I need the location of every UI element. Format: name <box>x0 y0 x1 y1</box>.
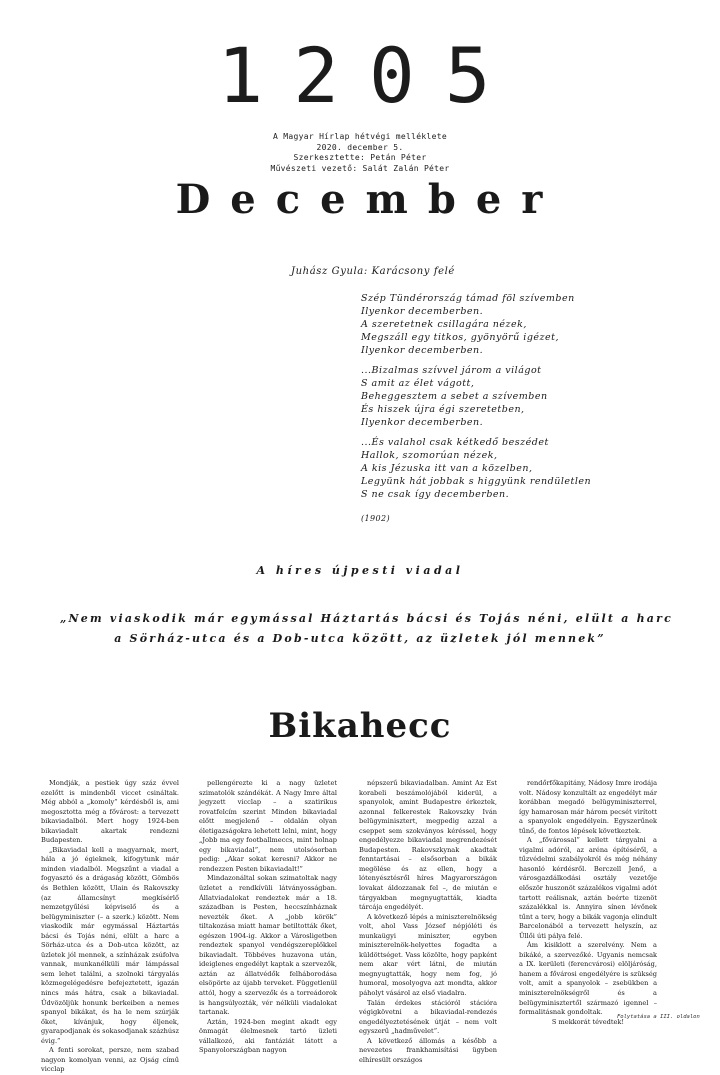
poem-line: Ilyenkor decemberben. <box>361 345 484 356</box>
poem-line: S amit az élet vágott, <box>361 378 475 389</box>
article-paragraph: A fenti sorokat, persze, nem szabad nagyon komolyan venni, az Ojság című vicclap <box>41 1046 179 1074</box>
poem-line: Beheggesztem a sebet a szívemben <box>361 391 548 402</box>
pull-quote <box>60 609 673 649</box>
colophon-line: Művészeti vezető: Salát Zalán Péter <box>270 163 450 173</box>
colophon-line: A Magyar Hírlap hétvégi melléklete <box>273 132 447 141</box>
poem-line: Hallok, szomorúan nézek, <box>361 450 498 461</box>
poem-line: Szép Tündérország támad föl szívemben <box>361 293 575 304</box>
article-paragraph: Talán érdekes stációról stációra végigkövetni a bikaviadal-rendezés engedélyeztetésének útját – nem volt egyszerű „hadművelet”. <box>359 998 497 1036</box>
poem-line: És hiszek újra égi szeretetben, <box>361 404 525 415</box>
poem-line: Legyünk hát jobbak s higgyünk rendületlen <box>361 476 592 487</box>
month-title: December <box>175 176 563 223</box>
article-column-2 <box>199 779 337 1055</box>
article-paragraph: A következő lépés a miniszterelnökség volt, ahol Vass József népjóléti és munkaügyi miniszter, egyben miniszterelnök-helyettes fogadta a küldöttséget. Vass közölte, hogy papként nem akar vért látni, de miután megnyugtatták, hogy nem fog, jó humoral, mosolyogva azt mondta, akkor páholyt vásárol az első viadalra. <box>359 912 497 998</box>
article-column-1 <box>41 779 179 1074</box>
article-paragraph: népszerű bikaviadalban. Amint Az Est korabeli beszámolójából kiderül, a spanyolok, amint Budapestre érkeztek, azonnal felkerestek Rakovszky Iván belügyminisztert, megpedig azzal a cseppet sem szokványos kéréssel, hogy engedélyezze bikaviadal megrendezését Budapesten. Rakovszkynak akadtak fenntartásai – elsősorban a bikák megölése és az ellen, hogy a lótenyésztésről híres Magyarországon lovakat áldozzanak fel –, de miután e tárgyakban megnyugtatták, kiadta tárcája engedélyét. <box>359 779 497 912</box>
colophon <box>0 132 720 174</box>
poem-line: Ilyenkor decemberben. <box>361 306 484 317</box>
pull-quote-line: „Nem viaskodik már egymással Háztartás bácsi és Tojás néni, elült a harc <box>60 612 673 625</box>
pull-quote-line: a Sörház-utca és a Dob-utca között, az üzletek jól mennek” <box>114 632 606 645</box>
article-column-3 <box>359 779 497 1064</box>
article-paragraph: rendőrfőkapitány, Nádosy Imre irodája volt. Nádosy konzultált az engedélyt már korábban megadó belügyminiszterrel, így hamarosan már három pecsét virított a spanyolok engedélyein. Egyszerűnek tűnő, de fontos lépések következtek. <box>519 779 657 835</box>
colophon-line: 2020. december 5. <box>316 142 404 152</box>
article-paragraph: A „fővárossal” kellett tárgyalni a vigalmi adóról, az aréna építéséről, a tűzvédelmi szabályokról és még néhány hasonló kérdésről. Berczell Jenő, a városgazdálkodási osztály vezetője először huszonöt százalékos vigalmi adót tartott reálisnak, aztán beérte tizenöt százalékkal is. Annyira sínen lévőnek tűnt a terv, hogy a bikák vagonja elindult Barcelonából a tervezett helyszín, az Üllői úti pálya felé. <box>519 836 657 940</box>
article-paragraph: Mindazonáltal sokan szimatoltak nagy üzletet a rendkívüli látványosságban. Állatviadalokat rendeztek már a 18. században is Pesten, heccszínháznak nevezték őket. A „jobb körök” tiltakozása miatt hamar betiltották őket, egészen 1904-ig. Akkor a Városligetben rendeztek spanyol vendégszereplőkkel bikaviadalt. Többéves huzavona után, ideiglenes engedélyt kaptak a szervezők, aztán az állatvédők felháborodása elsöpörte az újabb terveket. Függetlenül attól, hogy a szervezők és a torreádorok is hangsúlyozták, vér nélküli viadalokat tartanak. <box>199 874 337 1017</box>
poem-line: ...Bizalmas szívvel járom a világot <box>361 365 542 376</box>
poem-title: Juhász Gyula: Karácsony felé <box>291 266 455 277</box>
poem-stanza <box>361 364 548 429</box>
poem-line: Ilyenkor decemberben. <box>361 417 484 428</box>
article-paragraph: A következő állomás a később a nevezetes frankhamisítási ügyben elhíresült országos <box>359 1036 497 1064</box>
poem-line: ...És valahol csak kétkedő beszédet <box>361 437 549 448</box>
article-paragraph: pellengérezte ki a nagy üzletet szimatolók szándékát. A Nagy Imre által jegyzett vicclap – a szatirikus rovatfelcím szerint Minden bikaviadal előtt megjelenő – oldalán olyan életigazságokra lehetett lelni, mint, hogy „Jobb ma egy footballmeccs, mint holnap egy bikaviadal”, nem utolsósorban pedig: „Akar sokat keresni? Akkor ne rendezzen Pesten bikaviadalt!” <box>199 779 337 873</box>
article-paragraph: Mondják, a pestiek úgy száz évvel ezelőtt is mindenből viccet csináltak. Még abból a „komoly” kérdésből is, ami megosztotta még a fővárost: a tervezett bikaviadalból. Mert hogy 1924-ben bikaviadalt akartak rendezni Budapesten. <box>41 779 179 845</box>
poem-year: (1902) <box>361 514 391 523</box>
article-paragraph: Ám kisiklott a szerelvény. Nem a bikáké, a szervezőké. Ugyanis nemcsak a IX. kerületi (ferencvárosi) elöljáróság, hanem a fővárosi engedélyére is szükség volt, amit a spanyolok – zsebükben a miniszterelnökségről és a belügyminisztertől származó igennel – formalitásnak gondoltak. <box>519 941 657 1017</box>
poem-line: A kis Jézuska itt van a közelben, <box>361 463 533 474</box>
poem-stanza <box>361 436 591 501</box>
article-column-4 <box>519 779 657 1029</box>
article-paragraph: „Bikaviadal kell a magyarnak, mert, hála a jó égieknek, kifogytunk már minden viadalból. Megszűnt a viadal a fogyasztó és a drágaság között, Gömbös és Bethlen között, Ulain és Rakovszky (az államcsínyt megkísérlő nemzetgyűlési képviselő és a belügyminiszter (– a szerk.) között. Nem viaskodik már egymással Háztartás bácsi és Tojás néni, elült a harc a Sörház-utca és a Dob-utca között, az üzletek jól mennek, a színházak zsúfolva vannak, munkanélküli már lámpással sem lehet találni, a szolnoki tárgyalás közmegelégedésre befejeztetett, igazán nincs más hátra, csak a bikaviadal. Üdvözöljük honunk berkeiben a nemes spanyol bikákat, és ha le nem szúrják őket, kívánjuk, hogy éljenek, gyarapodjanak és sokasodjanak százhúsz évig.” <box>41 845 179 1045</box>
article-paragraph: S mekkorát tévedtek! <box>551 1017 625 1026</box>
poem-line: A szeretetnek csillagára nézek, <box>361 319 527 330</box>
continued-note: Folytatása a III. oldalon <box>617 1014 700 1020</box>
article-paragraph: Aztán, 1924-ben megint akadt egy önmagát élelmesnek tartó üzleti vállalkozó, aki fantáziát látott a Spanyolországban nagyon <box>199 1017 337 1055</box>
article-kicker: A híres újpesti viadal <box>256 564 464 577</box>
article-headline: Bikahecc <box>268 706 452 746</box>
colophon-line: Szerkesztette: Petán Péter <box>293 153 427 162</box>
masthead-title: 1205 <box>217 31 521 120</box>
poem-line: Megszáll egy titkos, gyönyörű igézet, <box>361 332 559 343</box>
poem-line: S ne csak így decemberben. <box>361 489 510 500</box>
poem-stanza <box>361 292 575 357</box>
